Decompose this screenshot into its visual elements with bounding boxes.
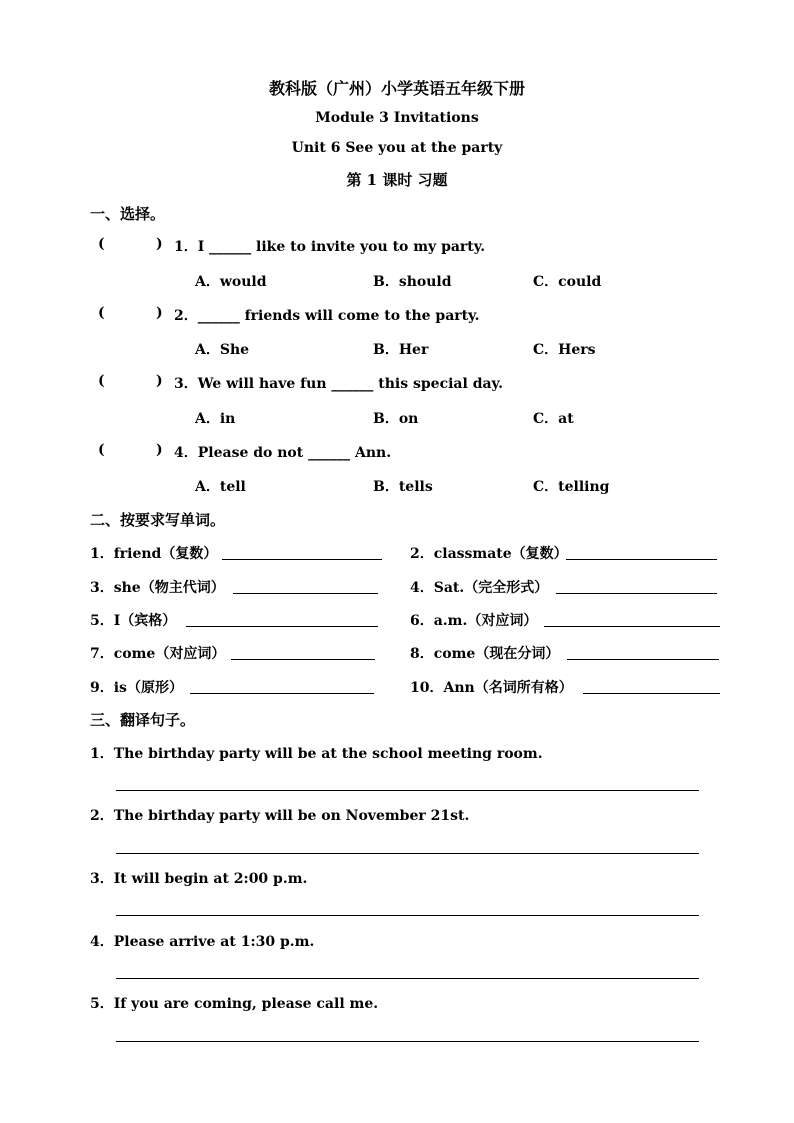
- word-item-6: 6．a.m.（对应词）: [410, 613, 538, 629]
- word-item-5: 5．I（宾格）: [90, 613, 177, 629]
- answer-paren-open: (: [98, 442, 105, 458]
- word-item-10: 10．Ann（名词所有格）: [410, 680, 573, 696]
- answer-paren-close: ): [156, 236, 163, 252]
- module-title: Module 3 Invitations: [315, 110, 479, 126]
- answer-line[interactable]: [556, 593, 717, 594]
- option-b: B．should: [373, 274, 452, 290]
- question-text: 4．Please do not ______ Ann.: [174, 445, 392, 461]
- word-item-9: 9．is（原形）: [90, 680, 183, 696]
- translate-sentence-4: 4．Please arrive at 1:30 p.m.: [90, 934, 315, 950]
- question-2: [0, 305, 794, 327]
- question-text: 3．We will have fun ______ this special day.: [174, 376, 503, 392]
- section1-heading: 一、选择。: [90, 205, 166, 223]
- option-a: A．in: [195, 411, 236, 427]
- worksheet-title: 教科版（广州）小学英语五年级下册: [268, 79, 525, 98]
- section2-heading: 二、按要求写单词。: [90, 511, 226, 529]
- answer-line[interactable]: [222, 559, 382, 560]
- answer-line[interactable]: [566, 559, 717, 560]
- translate-sentence-2: 2．The birthday party will be on November 21st.: [90, 808, 470, 824]
- question-4: [0, 442, 794, 464]
- answer-line[interactable]: [583, 693, 720, 694]
- question-1: [0, 236, 794, 258]
- option-a: A．tell: [195, 479, 246, 495]
- word-item-3: 3．she（物主代词）: [90, 580, 225, 596]
- question-2-options: [0, 339, 794, 361]
- translate-sentence-3: 3．It will begin at 2:00 p.m.: [90, 871, 308, 887]
- answer-paren-open: (: [98, 373, 105, 389]
- answer-line[interactable]: [544, 626, 720, 627]
- question-3: [0, 373, 794, 395]
- translate-sentence-1: 1．The birthday party will be at the school meeting room.: [90, 746, 543, 762]
- question-text: 2．______ friends will come to the party.: [174, 308, 480, 324]
- question-text: 1．I ______ like to invite you to my party.: [174, 239, 486, 255]
- word-item-2: 2．classmate（复数）: [410, 546, 568, 562]
- answer-line[interactable]: [231, 659, 375, 660]
- answer-paren-close: ): [156, 373, 163, 389]
- translate-sentence-5: 5．If you are coming, please call me.: [90, 996, 379, 1012]
- translation-answer-line[interactable]: [116, 853, 699, 854]
- option-b: B．tells: [373, 479, 433, 495]
- unit-title: Unit 6 See you at the party: [291, 140, 503, 156]
- answer-paren-open: (: [98, 236, 105, 252]
- answer-line[interactable]: [567, 659, 719, 660]
- translation-answer-line[interactable]: [116, 790, 699, 791]
- question-4-options: [0, 476, 794, 498]
- lesson-title: 第 1 课时 习题: [346, 171, 448, 189]
- answer-line[interactable]: [190, 693, 374, 694]
- question-3-options: [0, 408, 794, 430]
- word-item-4: 4．Sat.（完全形式）: [410, 580, 549, 596]
- answer-line[interactable]: [186, 626, 378, 627]
- word-item-7: 7．come（对应词）: [90, 646, 226, 662]
- option-a: A．She: [195, 342, 250, 358]
- answer-paren-close: ): [156, 305, 163, 321]
- word-item-8: 8．come（现在分词）: [410, 646, 560, 662]
- answer-line[interactable]: [233, 593, 378, 594]
- answer-paren-close: ): [156, 442, 163, 458]
- option-b: B．on: [373, 411, 419, 427]
- section3-heading: 三、翻译句子。: [90, 711, 196, 729]
- option-a: A．would: [195, 274, 267, 290]
- question-1-options: [0, 271, 794, 293]
- option-c: C．Hers: [533, 342, 596, 358]
- word-item-1: 1．friend（复数）: [90, 546, 218, 562]
- translation-answer-line[interactable]: [116, 915, 699, 916]
- option-c: C．could: [533, 274, 602, 290]
- option-c: C．telling: [533, 479, 610, 495]
- translation-answer-line[interactable]: [116, 978, 699, 979]
- translation-answer-line[interactable]: [116, 1041, 699, 1042]
- answer-paren-open: (: [98, 305, 105, 321]
- option-b: B．Her: [373, 342, 429, 358]
- option-c: C．at: [533, 411, 574, 427]
